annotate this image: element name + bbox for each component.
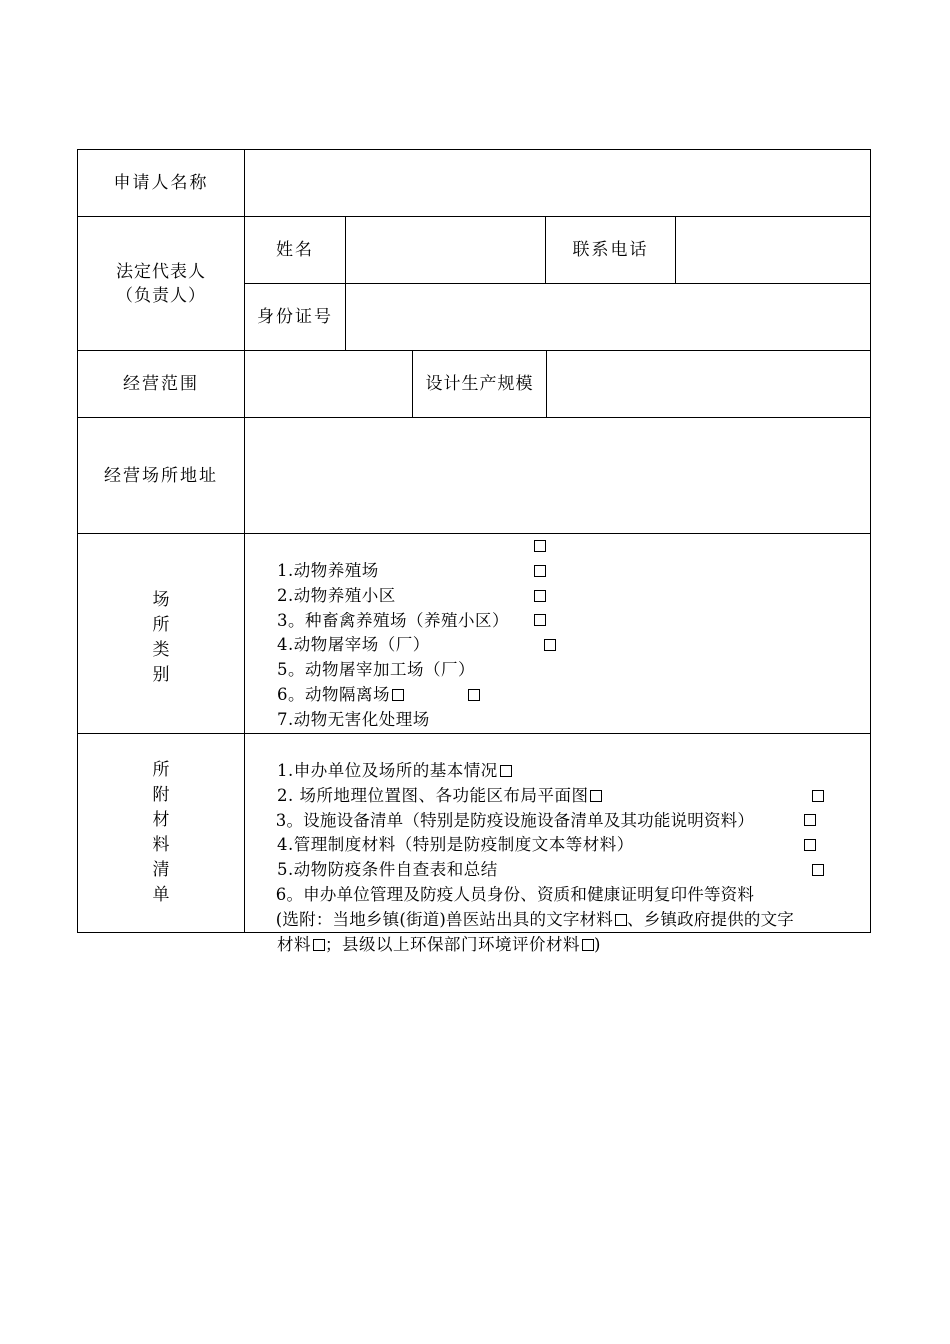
phone-label: 联系电话 — [572, 240, 649, 260]
site-type-checkbox[interactable] — [534, 590, 546, 602]
site-type-checkbox[interactable] — [534, 565, 546, 577]
name-field[interactable] — [346, 217, 545, 283]
site-type-option-label: 1.动物养殖场 — [276, 560, 379, 580]
name-label: 姓名 — [276, 240, 314, 260]
optional-materials-text: 材料 — [276, 934, 311, 954]
materials-label-char: 材 — [152, 810, 170, 830]
site-type-checkbox[interactable] — [544, 639, 556, 651]
materials-item-label: 5.动物防疫条件自查表和总结 — [276, 859, 498, 879]
materials-checkbox[interactable] — [804, 814, 816, 826]
optional-materials-text: ；县级以上环保部门环境评价材料 — [324, 934, 580, 954]
address-label: 经营场所地址 — [104, 465, 218, 486]
materials-checkbox[interactable] — [812, 790, 824, 802]
site-type-checkbox[interactable] — [468, 689, 480, 701]
materials-label — [78, 734, 244, 932]
capacity-field[interactable] — [547, 351, 870, 417]
legal-rep-label — [78, 217, 244, 350]
scope-field[interactable] — [245, 351, 412, 417]
materials-item-label: 4.管理制度材料（特别是防疫制度文本等材料） — [276, 834, 634, 854]
materials-item-label: 6。申办单位管理及防疫人员身份、资质和健康证明复印件等资料 — [275, 884, 755, 904]
materials-label-char: 单 — [152, 885, 170, 905]
materials-checkbox[interactable] — [804, 839, 816, 851]
capacity-label: 设计生产规模 — [425, 374, 534, 394]
id-field[interactable] — [346, 284, 870, 350]
site-type-checkbox[interactable] — [534, 614, 546, 626]
materials-item-label: 2. 场所地理位置图、各功能区布局平面图 — [276, 785, 589, 805]
site-type-option-label: 6。动物隔离场 — [276, 684, 390, 704]
materials-label-char: 清 — [152, 860, 170, 880]
site-type-char: 类 — [152, 639, 170, 660]
optional-materials-checkbox[interactable] — [582, 939, 594, 951]
applicant-name-field[interactable] — [245, 150, 870, 216]
materials-label-char: 附 — [152, 785, 170, 805]
materials-label-char: 料 — [152, 835, 170, 855]
materials-label-char: 所 — [152, 760, 170, 780]
site-type-checkbox[interactable] — [534, 540, 546, 552]
address-field[interactable] — [245, 418, 870, 533]
legal-rep-label-line1: 法定代表人 — [116, 261, 206, 282]
optional-materials-text: ) — [593, 934, 601, 954]
site-type-char: 别 — [152, 664, 170, 685]
id-label: 身份证号 — [257, 307, 333, 327]
optional-materials-checkbox[interactable] — [313, 939, 325, 951]
optional-materials-line — [254, 908, 601, 982]
table-border-right — [870, 149, 871, 933]
site-type-char: 场 — [152, 589, 170, 610]
site-type-option-label: 2.动物养殖小区 — [276, 585, 396, 605]
scope-label: 经营范围 — [123, 374, 199, 394]
site-type-option-label: 3。种畜禽养殖场（养殖小区） — [276, 610, 509, 630]
legal-rep-label-line2: （负责人） — [116, 285, 206, 306]
phone-field[interactable] — [676, 217, 870, 283]
site-type-label — [78, 534, 244, 733]
site-type-option-label: 7.动物无害化处理场 — [276, 709, 430, 729]
materials-item-label: 3。设施设备清单（特别是防疫设施设备清单及其功能说明资料） — [275, 810, 755, 830]
optional-materials-text: (选附：当地乡镇(街道)兽医站出具的文字材料 — [275, 909, 613, 929]
materials-item-label: 1.申办单位及场所的基本情况 — [276, 760, 498, 780]
applicant-name-label: 申请人名称 — [113, 173, 209, 193]
optional-materials-checkbox[interactable] — [615, 914, 627, 926]
site-type-option-label: 4.动物屠宰场（厂） — [276, 634, 430, 654]
site-type-option-label: 5。动物屠宰加工场（厂） — [276, 659, 475, 679]
site-type-char: 所 — [152, 614, 170, 635]
materials-checkbox[interactable] — [812, 864, 824, 876]
optional-materials-text: 、乡镇政府提供的文字 — [627, 909, 794, 929]
